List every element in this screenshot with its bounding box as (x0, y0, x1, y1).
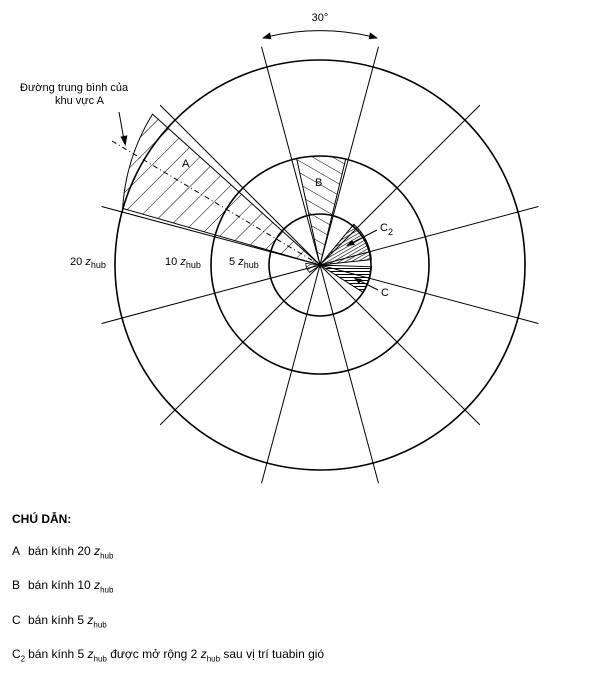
legend-sub: hub (100, 585, 114, 595)
sector-c2-label: $C_2$ (380, 222, 393, 237)
legend-text-mid: được mở rộng 2 (106, 647, 201, 662)
sector-a-hatch (123, 114, 323, 265)
legend-text: bán kính 5 (28, 612, 88, 627)
sector-c-hatch (320, 265, 371, 292)
legend-text: bán kính 5 (28, 647, 88, 662)
legend-key: B (12, 578, 21, 593)
angle-label: 30° (311, 12, 329, 24)
legend-key: $C_2$ (12, 647, 26, 664)
legend-sub: hub (93, 654, 107, 664)
legend-key: C (12, 612, 21, 627)
radius-10-label: 10 $z_{hub}$ (165, 256, 201, 270)
legend-key: A (12, 544, 21, 558)
legend-item-c (12, 613, 597, 629)
legend-item-b (12, 578, 597, 594)
legend-sub: hub (93, 620, 107, 630)
legend-z: z (94, 578, 101, 593)
angle-dimension (262, 12, 378, 39)
legend-z: z (200, 647, 207, 662)
legend-title: CHÚ DẪN: (12, 512, 72, 526)
legend (12, 512, 597, 682)
legend-item-a (12, 544, 597, 560)
legend-z: z (87, 647, 94, 662)
legend-text-rest: sau vị trí tuabin gió (220, 647, 325, 662)
legend-text: bán kính 20 (28, 544, 95, 558)
legend-text: bán kính 10 (28, 578, 95, 593)
sector-b-label: B (315, 177, 323, 189)
legend-z: z (87, 612, 94, 627)
sector-c-label: C (381, 287, 389, 299)
legend-sub: hub (206, 654, 221, 664)
sector-a-label: A (182, 158, 190, 170)
legend-item-c2 (12, 647, 597, 663)
legend-z: z (94, 544, 101, 558)
radius-20-label: 20 $z_{hub}$ (70, 256, 106, 270)
mean-line-label-2: khu vực A (55, 95, 104, 107)
mean-line-label-1: Đường trung bình của (20, 82, 129, 94)
radius-5-label: 5 $z_{hub}$ (229, 256, 259, 270)
legend-sub: hub (100, 551, 114, 561)
